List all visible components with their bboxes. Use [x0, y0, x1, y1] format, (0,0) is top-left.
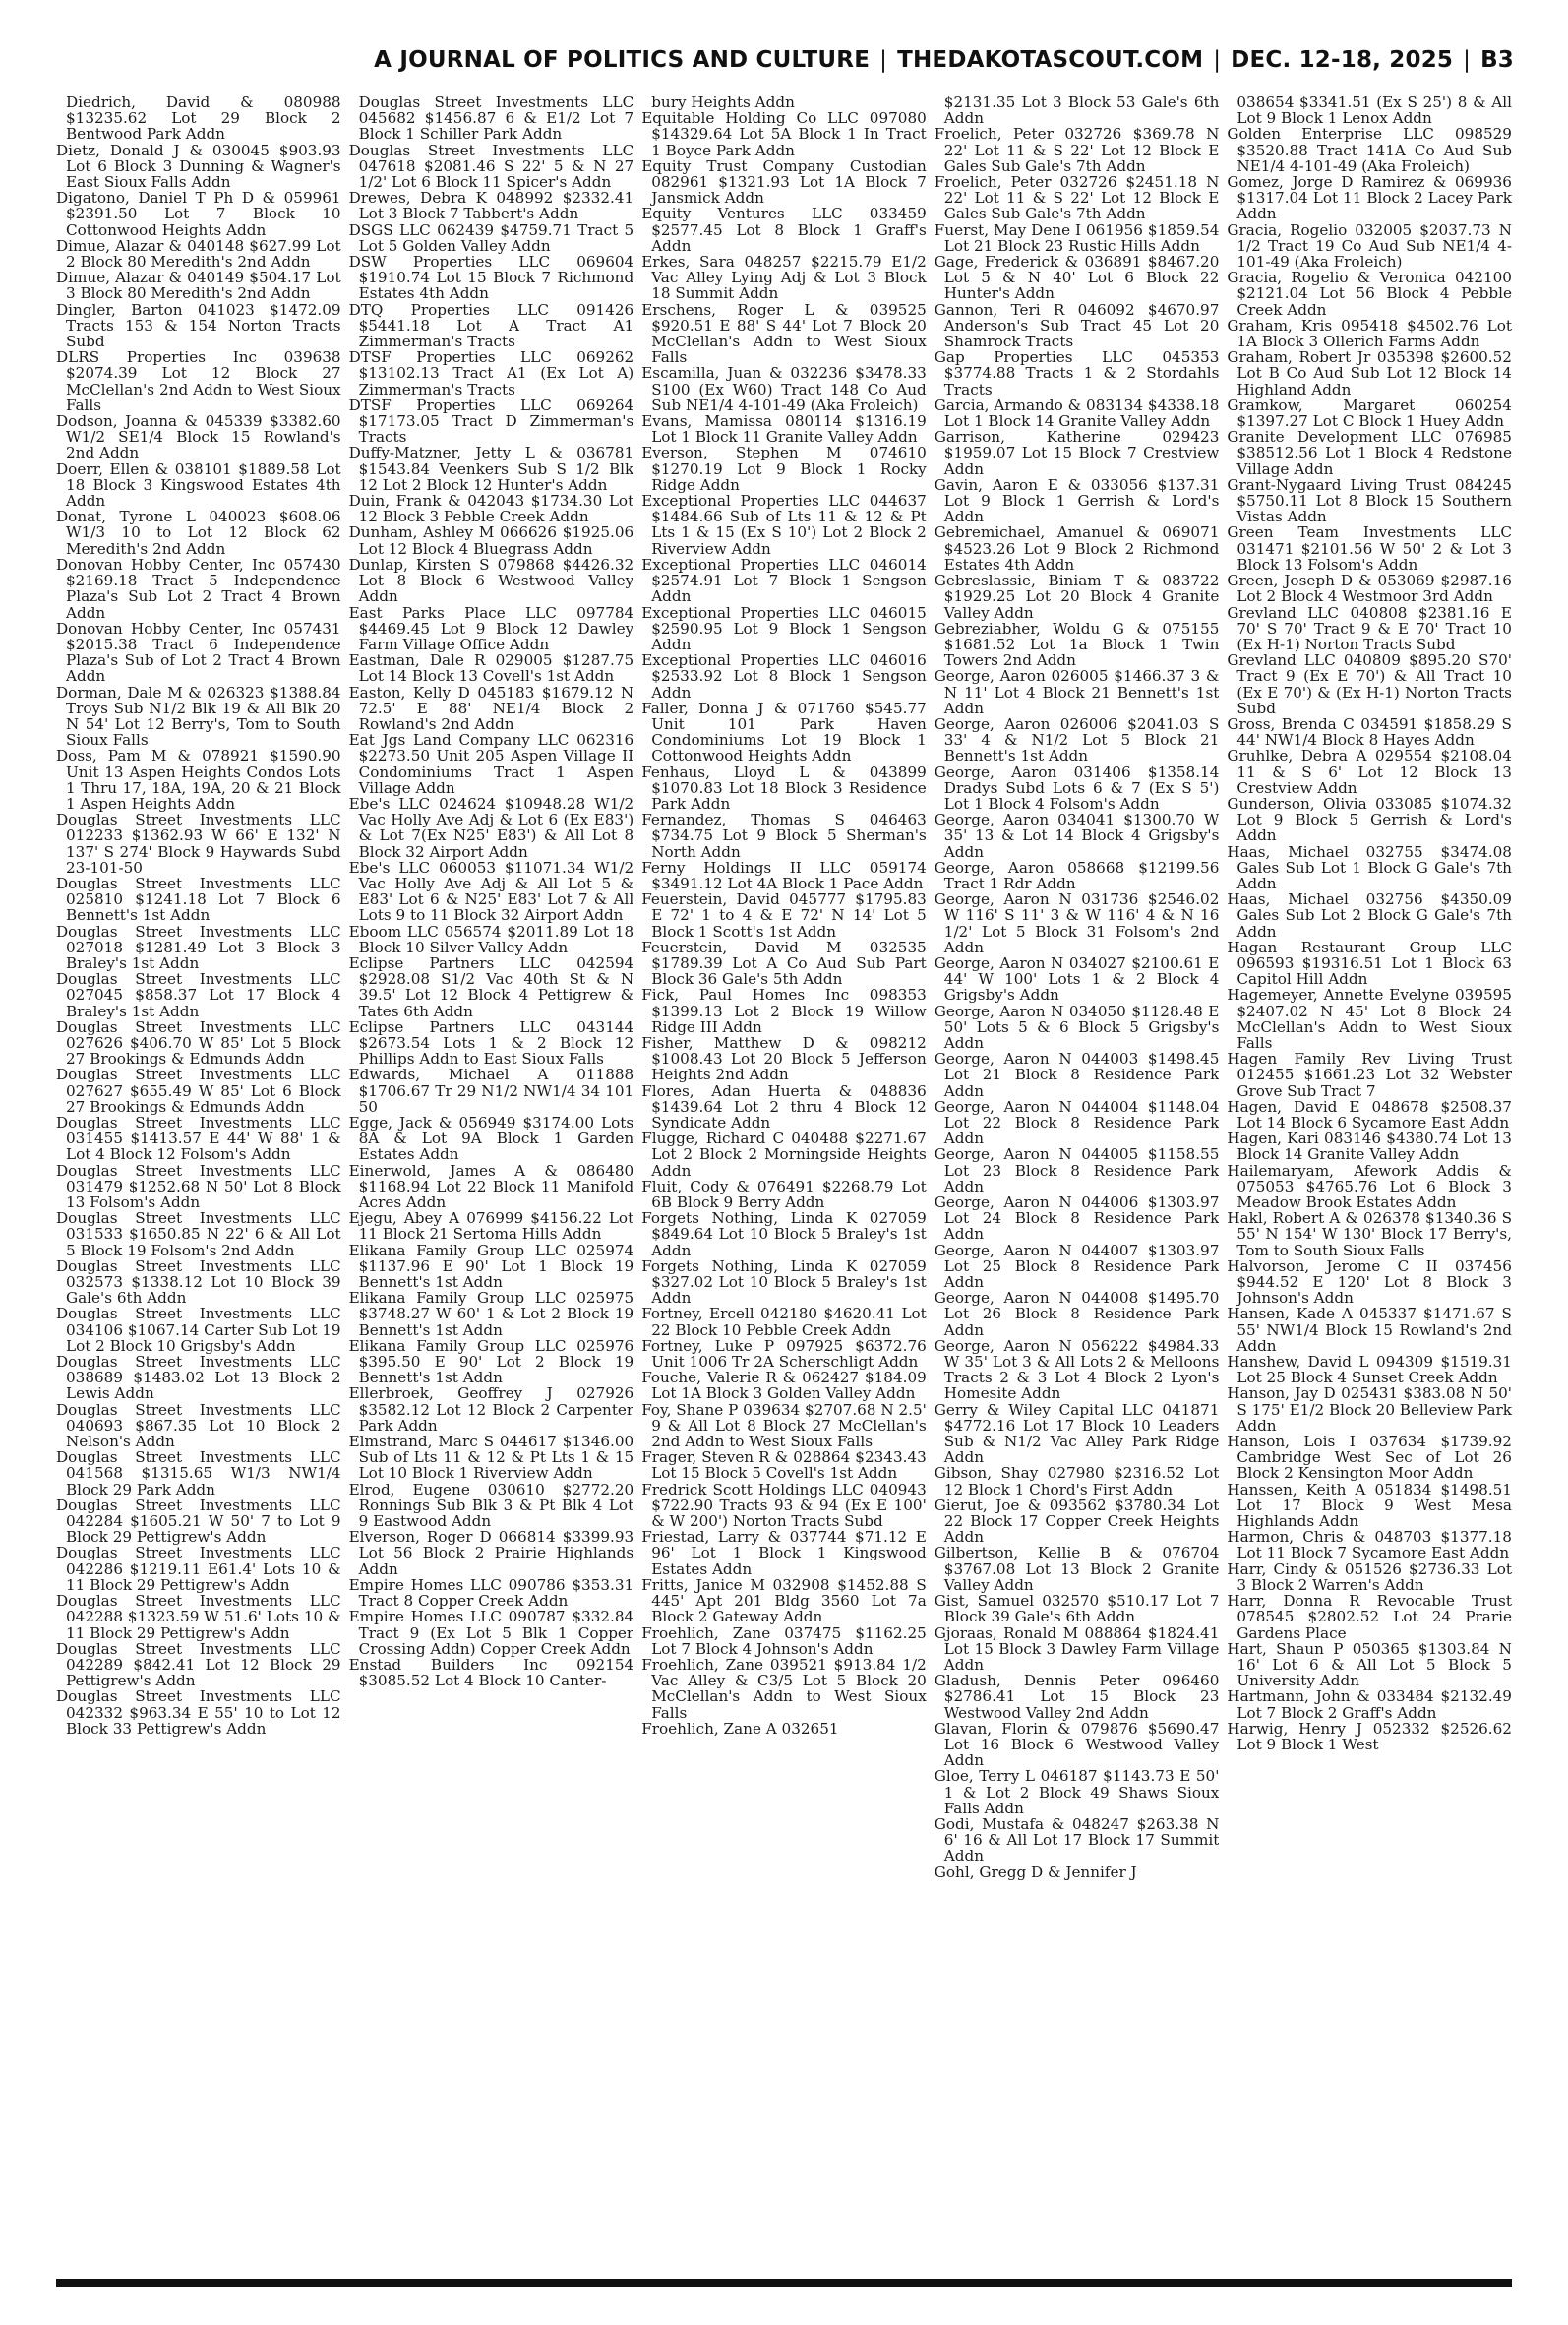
tax-notice-entry: Equitable Holding Co LLC 097080 $14329.64 Lot 5A Block 1 In Tract 1 Boyce Park Addn [641, 109, 927, 159]
tax-notice-entry: Gavin, Aaron E & 033056 $137.31 Lot 9 Block 1 Gerrish & Lord's Addn [934, 475, 1220, 526]
tax-notice-entry: Haas, Michael 032755 $3474.08 Gales Sub Lot 1 Block G Gale's 7th Addn [1227, 842, 1512, 892]
legal-notice-columns [56, 94, 1512, 2271]
tax-notice-entry: Golden Enterprise LLC 098529 $3520.88 Tract 141A Co Aud Sub NE1/4 4-101-49 (Aka Froleich) [1227, 125, 1512, 175]
tax-notice-entry: Donovan Hobby Center, Inc 057431 $2015.38 Tract 6 Independence Plaza's Sub of Lot 2 Tract 4 Brown Addn [56, 619, 341, 686]
tax-notice-entry: Easton, Kelly D 045183 $1679.12 N 72.5' E 88' NE1/4 Block 2 Rowland's 2nd Addn [348, 683, 634, 733]
tax-notice-entry: Elikana Family Group LLC 025975 $3748.27 W 60' 1 & Lot 2 Block 19 Bennett's 1st Addn [348, 1289, 634, 1339]
tax-notice-entry: Doss, Pam M & 078921 $1590.90 Unit 13 Aspen Heights Condos Lots 1 Thru 17, 18A, 19A, 20 & 21 Block 1 Aspen Heights Addn [56, 747, 341, 813]
tax-notice-entry: Douglas Street Investments LLC 034106 $1067.14 Carter Sub Lot 19 Lot 2 Block 10 Grigsby's Addn [56, 1305, 341, 1355]
tax-notice-entry: Graham, Robert Jr 035398 $2600.52 Lot B Co Aud Sub Lot 12 Block 14 Highland Addn [1227, 348, 1512, 398]
tax-notice-entry: Everson, Stephen M 074610 $1270.19 Lot 9 Block 1 Rocky Ridge Addn [641, 444, 927, 494]
tax-notice-entry: Escamilla, Juan & 032236 $3478.33 S100 (Ex W60) Tract 148 Co Aud Sub NE1/4 4-101-49 (Aka Froleich) [641, 364, 927, 414]
tax-notice-entry: Garrison, Katherine 029423 $1959.07 Lot 15 Block 7 Crestview Addn [934, 428, 1220, 478]
tax-notice-entry: George, Aaron N 044005 $1158.55 Lot 23 Block 8 Residence Park Addn [934, 1145, 1220, 1195]
tax-notice-entry: Froelich, Peter 032726 $369.78 N 22' Lot 11 & S 22' Lot 12 Block E Gales Sub Gale's 7th Addn [934, 125, 1220, 175]
tax-notice-entry: Hakl, Robert A & 026378 $1340.36 S 55' N 154' W 130' Block 17 Berry's, Tom to South Sioux Falls [1227, 1209, 1512, 1259]
tax-notice-entry: Gomez, Jorge D Ramirez & 069936 $1317.04 Lot 11 Block 2 Lacey Park Addn [1227, 173, 1512, 223]
tax-notice-entry: Halvorson, Jerome C II 037456 $944.52 E 120' Lot 8 Block 3 Johnson's Addn [1227, 1256, 1512, 1308]
tax-notice-entry: Douglas Street Investments LLC 012233 $1362.93 W 66' E 132' N 137' S 274' Block 9 Haywards Subd 23-101-50 [56, 811, 341, 877]
tax-notice-entry: 038654 $3341.51 (Ex S 25') 8 & All Lot 9 Block 1 Lenox Addn [1236, 94, 1512, 128]
tax-notice-entry: Ellerbroek, Geoffrey J 027926 $3582.12 Lot 12 Block 2 Carpenter Park Addn [348, 1384, 634, 1435]
tax-notice-entry: Douglas Street Investments LLC 042288 $1323.59 W 51.6' Lots 10 & 11 Block 29 Pettigrew's Addn [56, 1592, 341, 1642]
tax-notice-entry: Elrod, Eugene 030610 $2772.20 Ronnings Sub Blk 3 & Pt Blk 4 Lot 9 Eastwood Addn [348, 1480, 634, 1531]
tax-notice-entry: Gerry & Wiley Capital LLC 041871 $4772.16 Lot 17 Block 10 Leaders Sub & N1/2 Vac Alley Park Ridge Addn [934, 1400, 1220, 1467]
tax-notice-entry: Garcia, Armando & 083134 $4338.18 Lot 1 Block 14 Granite Valley Addn [934, 396, 1220, 431]
tax-notice-entry: George, Aaron N 034027 $2100.61 E 44' W 100' Lots 1 & 2 Block 4 Grigsby's Addn [934, 953, 1220, 1005]
tax-notice-entry: George, Aaron 031406 $1358.14 Dradys Subd Lots 6 & 7 (Ex S 5') Lot 1 Block 4 Folsom's Addn [934, 763, 1220, 813]
tax-notice-entry: Gladush, Dennis Peter 096460 $2786.41 Lot 15 Block 23 Westwood Valley 2nd Addn [934, 1672, 1220, 1722]
tax-notice-entry: Exceptional Properties LLC 046016 $2533.92 Lot 8 Block 1 Sengson Addn [641, 651, 927, 702]
tax-notice-entry: Gage, Frederick & 036891 $8467.20 Lot 5 & N 40' Lot 6 Block 22 Hunter's Addn [934, 253, 1220, 303]
tax-notice-entry: Douglas Street Investments LLC 027018 $1281.49 Lot 3 Block 3 Braley's 1st Addn [56, 922, 341, 972]
tax-notice-entry: Ebe's LLC 060053 $11071.34 W1/2 Vac Holly Ave Adj & All Lot 5 & E83' Lot 6 & N25' E83' Lot 7 & All Lots 9 to 11 Block 32 Airport Addn [348, 858, 634, 925]
header-separator: | [1213, 47, 1222, 73]
tax-notice-entry: Gebreslassie, Biniam T & 083722 $1929.25 Lot 20 Block 4 Granite Valley Addn [934, 572, 1220, 622]
tax-notice-entry: Evans, Mamissa 080114 $1316.19 Lot 1 Block 11 Granite Valley Addn [641, 412, 927, 447]
tax-notice-entry: Grevland LLC 040809 $895.20 S70' Tract 9 (Ex E 70') & All Tract 10 (Ex E 70') & (Ex H-1) Norton Tracts Subd [1227, 651, 1512, 717]
tax-notice-entry: Ebe's LLC 024624 $10948.28 W1/2 Vac Holly Ave Adj & Lot 6 (Ex E83') & Lot 7(Ex N25' E83') & All Lot 8 Block 32 Airport Addn [348, 794, 634, 861]
tax-notice-entry: Exceptional Properties LLC 046015 $2590.95 Lot 9 Block 1 Sengson Addn [641, 603, 927, 653]
tax-notice-entry: Froehlich, Zane 039521 $913.84 1/2 Vac Alley & C3/5 Lot 5 Block 20 McClellan's Addn to West Sioux Falls [641, 1655, 927, 1722]
tax-notice-entry: Douglas Street Investments LLC 031533 $1650.85 N 22' 6 & All Lot 5 Block 19 Folsom's 2nd Addn [56, 1209, 341, 1259]
page-number: B3 [1480, 47, 1514, 73]
tax-notice-entry: Elikana Family Group LLC 025974 $1137.96 E 90' Lot 1 Block 19 Bennett's 1st Addn [348, 1241, 634, 1292]
page-header [0, 47, 1514, 73]
tax-notice-entry: Grevland LLC 040808 $2381.16 E 70' S 70' Tract 9 & E 70' Tract 10 (Ex H-1) Norton Tracts Subd [1227, 603, 1512, 653]
tax-notice-entry: Egge, Jack & 056949 $3174.00 Lots 8A & Lot 9A Block 1 Garden Estates Addn [348, 1114, 634, 1164]
tax-notice-entry: Hailemaryam, Afework Addis & 075053 $4765.76 Lot 6 Block 3 Meadow Brook Estates Addn [1227, 1161, 1512, 1212]
tax-notice-entry: Faller, Donna J & 071760 $545.77 Unit 101 Park Haven Condominiums Lot 19 Block 1 Cottonwood Heights Addn [641, 699, 927, 765]
tax-notice-entry: Gross, Brenda C 034591 $1858.29 S 44' NW1/4 Block 8 Hayes Addn [1227, 714, 1512, 750]
tax-notice-entry: Gebreziabher, Woldu G & 075155 $1681.52 Lot 1a Block 1 Twin Towers 2nd Addn [934, 619, 1220, 670]
tax-notice-entry: Donovan Hobby Center, Inc 057430 $2169.18 Tract 5 Independence Plaza's Sub Lot 2 Tract 4 Brown Addn [56, 555, 341, 622]
tax-notice-entry: Foy, Shane P 039634 $2707.68 N 2.5' 9 & All Lot 8 Block 27 McClellan's 2nd Addn to West Sioux Falls [641, 1400, 927, 1451]
tax-notice-entry: Gloe, Terry L 046187 $1143.73 E 50' 1 & Lot 2 Block 49 Shaws Sioux Falls Addn [934, 1767, 1220, 1817]
tax-notice-entry: Fouche, Valerie R & 062427 $184.09 Lot 1A Block 3 Golden Valley Addn [641, 1369, 927, 1403]
tax-notice-entry: Douglas Street Investments LLC 045682 $1456.87 6 & E1/2 Lot 7 Block 1 Schiller Park Addn [358, 94, 634, 144]
tax-notice-entry: Fluit, Cody & 076491 $2268.79 Lot 6B Block 9 Berry Addn [641, 1177, 927, 1212]
tax-notice-entry: Gunderson, Olivia 033085 $1074.32 Lot 9 Block 5 Gerrish & Lord's Addn [1227, 794, 1512, 845]
tax-notice-entry: Dingler, Barton 041023 $1472.09 Tracts 153 & 154 Norton Tracts Subd [56, 300, 341, 351]
tax-notice-entry: Eclipse Partners LLC 043144 $2673.54 Lots 1 & 2 Block 12 Phillips Addn to East Sioux Falls [348, 1017, 634, 1069]
tax-notice-entry: Douglas Street Investments LLC 047618 $2081.46 S 22' 5 & N 27 1/2' Lot 6 Block 11 Spicer's Addn [348, 141, 634, 192]
tax-notice-entry: Eat Jgs Land Company LLC 062316 $2273.50 Unit 205 Aspen Village II Condominiums Tract 1 Aspen Village Addn [348, 731, 634, 797]
tax-notice-entry: Douglas Street Investments LLC 031455 $1413.57 E 44' W 88' 1 & Lot 4 Block 12 Folsom's Addn [56, 1114, 341, 1164]
tax-notice-entry: Elikana Family Group LLC 025976 $395.50 E 90' Lot 2 Block 19 Bennett's 1st Addn [348, 1336, 634, 1387]
tax-notice-entry: Ejegu, Abey A 076999 $4156.22 Lot 11 Block 21 Sertoma Hills Addn [348, 1209, 634, 1244]
notice-column-1 [56, 94, 341, 2271]
tax-notice-entry: Hagan Restaurant Group LLC 096593 $19316.51 Lot 1 Block 63 Capitol Hill Addn [1227, 938, 1512, 989]
tax-notice-entry: Douglas Street Investments LLC 027626 $406.70 W 85' Lot 5 Block 27 Brookings & Edmunds Addn [56, 1017, 341, 1069]
tax-notice-entry: Douglas Street Investments LLC 040693 $867.35 Lot 10 Block 2 Nelson's Addn [56, 1400, 341, 1451]
tax-notice-entry: Erkes, Sara 048257 $2215.79 E1/2 Vac Alley Lying Adj & Lot 3 Block 18 Summit Addn [641, 253, 927, 303]
tax-notice-entry: Glavan, Florin & 079876 $5690.47 Lot 16 Block 6 Westwood Valley Addn [934, 1719, 1220, 1770]
tax-notice-entry: Gruhlke, Debra A 029554 $2108.04 11 & S 6' Lot 12 Block 13 Crestview Addn [1227, 747, 1512, 797]
notice-column-2 [349, 94, 634, 2271]
tax-notice-entry: Douglas Street Investments LLC 032573 $1338.12 Lot 10 Block 39 Gale's 6th Addn [56, 1256, 341, 1308]
tax-notice-entry: Forgets Nothing, Linda K 027059 $849.64 Lot 10 Block 5 Braley's 1st Addn [641, 1209, 927, 1259]
tax-notice-entry: Douglas Street Investments LLC 041568 $1315.65 W1/3 NW1/4 Block 29 Park Addn [56, 1448, 341, 1499]
tax-notice-entry: Ferny Holdings II LLC 059174 $3491.12 Lot 4A Block 1 Pace Addn [641, 858, 927, 892]
tax-notice-entry: Elverson, Roger D 066814 $3399.93 Lot 56 Block 2 Prairie Highlands Addn [348, 1528, 634, 1578]
tax-notice-entry: Einerwold, James A & 086480 $1168.94 Lot 22 Block 11 Manifold Acres Addn [348, 1161, 634, 1212]
journal-tagline: A JOURNAL OF POLITICS AND CULTURE [374, 47, 871, 73]
tax-notice-entry: Douglas Street Investments LLC 027627 $655.49 W 85' Lot 6 Block 27 Brookings & Edmunds Addn [56, 1066, 341, 1116]
tax-notice-entry: Gjoraas, Ronald M 088864 $1824.41 Lot 15 Block 3 Dawley Farm Village Addn [934, 1623, 1220, 1674]
tax-notice-entry: Elmstrand, Marc S 044617 $1346.00 Sub of Lts 11 & 12 & Pt Lts 1 & 15 Lot 10 Block 1 Riverview Addn [348, 1433, 634, 1483]
tax-notice-entry: Dimue, Alazar & 040148 $627.99 Lot 2 Block 80 Meredith's 2nd Addn [56, 236, 341, 272]
tax-notice-entry: Gracia, Rogelio 032005 $2037.73 N 1/2 Tract 19 Co Aud Sub NE1/4 4-101-49 (Aka Froleich) [1227, 220, 1512, 272]
tax-notice-entry: Dietz, Donald J & 030045 $903.93 Lot 6 Block 3 Dunning & Wagner's East Sioux Falls Addn [56, 141, 341, 192]
tax-notice-entry: Eclipse Partners LLC 042594 $2928.08 S1/2 Vac 40th St & N 39.5' Lot 12 Block 4 Pettigrew & Tates 6th Addn [348, 953, 634, 1020]
tax-notice-entry: Gist, Samuel 032570 $510.17 Lot 7 Block 39 Gale's 6th Addn [934, 1592, 1220, 1626]
tax-notice-entry: Hanshew, David L 094309 $1519.31 Lot 25 Block 4 Sunset Creek Addn [1227, 1353, 1512, 1387]
tax-notice-entry: Harr, Donna R Revocable Trust 078545 $2802.52 Lot 24 Prarie Gardens Place [1227, 1592, 1512, 1642]
tax-notice-entry: Hanson, Lois I 037634 $1739.92 Cambridge West Sec of Lot 26 Block 2 Kensington Moor Addn [1227, 1433, 1512, 1483]
tax-notice-entry: Gramkow, Margaret 060254 $1397.27 Lot C Block 1 Huey Addn [1227, 396, 1512, 431]
bottom-rule [56, 2279, 1512, 2287]
tax-notice-entry: Fritts, Janice M 032908 $1452.88 S 445' Apt 201 Bldg 3560 Lot 7a Block 2 Gateway Addn [641, 1575, 927, 1626]
tax-notice-entry: Eastman, Dale R 029005 $1287.75 Lot 14 Block 13 Covell's 1st Addn [348, 651, 634, 686]
tax-notice-entry: Douglas Street Investments LLC 042284 $1605.21 W 50' 7 to Lot 9 Block 29 Pettigrew's Addn [56, 1496, 341, 1547]
tax-notice-entry: Green Team Investments LLC 031471 $2101.56 W 50' 2 & Lot 3 Block 13 Folsom's Addn [1227, 523, 1512, 574]
tax-notice-entry: George, Aaron N 044006 $1303.97 Lot 24 Block 8 Residence Park Addn [934, 1193, 1220, 1244]
tax-notice-entry: Fredrick Scott Holdings LLC 040943 $722.90 Tracts 93 & 94 (Ex E 100' & W 200') Norton Tracts Subd [641, 1480, 927, 1531]
tax-notice-entry: Drewes, Debra K 048992 $2332.41 Lot 3 Block 7 Tabbert's Addn [348, 189, 634, 223]
tax-notice-entry: Edwards, Michael A 011888 $1706.67 Tr 29 N1/2 NW1/4 34 101 50 [348, 1066, 634, 1116]
tax-notice-entry: Feuerstein, David M 032535 $1789.39 Lot A Co Aud Sub Part Block 36 Gale's 5th Addn [641, 938, 927, 989]
tax-notice-entry: Gannon, Teri R 046092 $4670.97 Anderson's Sub Tract 45 Lot 20 Shamrock Tracts [934, 300, 1220, 351]
tax-notice-entry: George, Aaron 034041 $1300.70 W 35' 13 & Lot 14 Block 4 Grigsby's Addn [934, 811, 1220, 861]
tax-notice-entry: Douglas Street Investments LLC 025810 $1241.18 Lot 7 Block 6 Bennett's 1st Addn [56, 874, 341, 925]
tax-notice-entry: Harr, Cindy & 051526 $2736.33 Lot 3 Block 2 Warren's Addn [1227, 1560, 1512, 1594]
tax-notice-entry: Empire Homes LLC 090786 $353.31 Tract 8 Copper Creek Addn [348, 1575, 634, 1611]
tax-notice-entry: Froehlich, Zane 037475 $1162.25 Lot 7 Block 4 Johnson's Addn [641, 1623, 927, 1658]
tax-notice-entry: Hagen, Kari 083146 $4380.74 Lot 13 Block 14 Granite Valley Addn [1227, 1130, 1512, 1164]
tax-notice-entry: Frager, Steven R & 028864 $2343.43 Lot 15 Block 5 Covell's 1st Addn [641, 1448, 927, 1483]
tax-notice-entry: DTQ Properties LLC 091426 $5441.18 Lot A Tract A1 Zimmerman's Tracts [348, 300, 634, 351]
tax-notice-entry: Granite Development LLC 076985 $38512.56 Lot 1 Block 4 Redstone Village Addn [1227, 428, 1512, 478]
tax-notice-entry: Fick, Paul Homes Inc 098353 $1399.13 Lot 2 Block 19 Willow Ridge III Addn [641, 986, 927, 1036]
tax-notice-entry: George, Aaron N 044004 $1148.04 Lot 22 Block 8 Residence Park Addn [934, 1097, 1220, 1148]
tax-notice-entry: Equity Trust Company Custodian 082961 $1321.93 Lot 1A Block 7 Jansmick Addn [641, 156, 927, 208]
tax-notice-entry: George, Aaron 058668 $12199.56 Tract 1 Rdr Addn [934, 858, 1220, 892]
issue-date: DEC. 12-18, 2025 [1231, 47, 1454, 73]
tax-notice-entry: Haas, Michael 032756 $4350.09 Gales Sub Lot 2 Block G Gale's 7th Addn [1227, 890, 1512, 941]
tax-notice-entry: Fenhaus, Lloyd L & 043899 $1070.83 Lot 18 Block 3 Residence Park Addn [641, 763, 927, 813]
tax-notice-entry: Flugge, Richard C 040488 $2271.67 Lot 2 Block 2 Morningside Heights Addn [641, 1130, 927, 1180]
tax-notice-entry: Forgets Nothing, Linda K 027059 $327.02 Lot 10 Block 5 Braley's 1st Addn [641, 1256, 927, 1308]
tax-notice-entry: Eboom LLC 056574 $2011.89 Lot 18 Block 10 Silver Valley Addn [348, 922, 634, 956]
tax-notice-entry: DTSF Properties LLC 069264 $17173.05 Tract D Zimmerman's Tracts [348, 396, 634, 447]
notice-column-5 [1227, 94, 1512, 2271]
tax-notice-entry: Fuerst, May Dene I 061956 $1859.54 Lot 21 Block 23 Rustic Hills Addn [934, 220, 1220, 255]
tax-notice-entry: Dimue, Alazar & 040149 $504.17 Lot 3 Block 80 Meredith's 2nd Addn [56, 269, 341, 303]
tax-notice-entry: Fisher, Matthew D & 098212 $1008.43 Lot 20 Block 5 Jefferson Heights 2nd Addn [641, 1033, 927, 1084]
tax-notice-entry: Diedrich, David & 080988 $13235.62 Lot 29 Block 2 Bentwood Park Addn [66, 94, 341, 144]
tax-notice-entry: Donat, Tyrone L 040023 $608.06 W1/3 10 to Lot 12 Block 62 Meredith's 2nd Addn [56, 508, 341, 558]
tax-notice-entry: George, Aaron N 044003 $1498.45 Lot 21 Block 8 Residence Park Addn [934, 1050, 1220, 1100]
tax-notice-entry: Digatono, Daniel T Ph D & 059961 $2391.50 Lot 7 Block 10 Cottonwood Heights Addn [56, 189, 341, 239]
tax-notice-entry: Hanson, Jay D 025431 $383.08 N 50' S 175' E1/2 Block 20 Belleview Park Addn [1227, 1384, 1512, 1435]
tax-notice-entry: Exceptional Properties LLC 044637 $1484.66 Sub of Lts 11 & 12 & Pt Lts 1 & 15 (Ex S 10') Lot 2 Block 2 Riverview Addn [641, 492, 927, 558]
tax-notice-entry: Douglas Street Investments LLC 042286 $1219.11 E61.4' Lots 10 & 11 Block 29 Pettigrew's Addn [56, 1544, 341, 1594]
tax-notice-entry: Grant-Nygaard Living Trust 084245 $5750.11 Lot 8 Block 15 Southern Vistas Addn [1227, 475, 1512, 526]
tax-notice-entry: Fortney, Luke P 097925 $6372.76 Unit 1006 Tr 2A Scherschligt Addn [641, 1336, 927, 1372]
tax-notice-entry: Dunham, Ashley M 066626 $1925.06 Lot 12 Block 4 Bluegrass Addn [348, 523, 634, 558]
tax-notice-entry: Fortney, Ercell 042180 $4620.41 Lot 22 Block 10 Pebble Creek Addn [641, 1305, 927, 1339]
tax-notice-entry: Gebremichael, Amanuel & 069071 $4523.26 Lot 9 Block 2 Richmond Estates 4th Addn [934, 523, 1220, 574]
tax-notice-entry: Gibson, Shay 027980 $2316.52 Lot 12 Block 1 Chord's First Addn [934, 1464, 1220, 1499]
tax-notice-entry: Froelich, Peter 032726 $2451.18 N 22' Lot 11 & S 22' Lot 12 Block E Gales Sub Gale's 7th Addn [934, 173, 1220, 223]
tax-notice-entry: DLRS Properties Inc 039638 $2074.39 Lot 12 Block 27 McClellan's 2nd Addn to West Sioux Falls [56, 348, 341, 414]
tax-notice-entry: George, Aaron 026006 $2041.03 S 33' 4 & N1/2 Lot 5 Block 21 Bennett's 1st Addn [934, 714, 1220, 765]
tax-notice-entry: Equity Ventures LLC 033459 $2577.45 Lot 8 Block 1 Graff's Addn [641, 205, 927, 255]
tax-notice-entry: Douglas Street Investments LLC 038689 $1483.02 Lot 13 Block 2 Lewis Addn [56, 1353, 341, 1403]
notice-column-4 [935, 94, 1220, 2271]
tax-notice-entry: Dorman, Dale M & 026323 $1388.84 Troys Sub N1/2 Blk 19 & All Blk 20 N 54' Lot 12 Berry's, Tom to South Sioux Falls [56, 683, 341, 750]
tax-notice-entry: Enstad Builders Inc 092154 $3085.52 Lot 4 Block 10 Canter- [348, 1655, 634, 1690]
tax-notice-entry: Dunlap, Kirsten S 079868 $4426.32 Lot 8 Block 6 Westwood Valley Addn [348, 555, 634, 606]
tax-notice-entry: Feuerstein, David 045777 $1795.83 E 72' 1 to 4 & E 72' N 14' Lot 5 Block 1 Scott's 1st Addn [641, 890, 927, 941]
tax-notice-entry: George, Aaron N 044007 $1303.97 Lot 25 Block 8 Residence Park Addn [934, 1241, 1220, 1292]
tax-notice-entry: George, Aaron N 044008 $1495.70 Lot 26 Block 8 Residence Park Addn [934, 1289, 1220, 1339]
tax-notice-entry: $2131.35 Lot 3 Block 53 Gale's 6th Addn [943, 94, 1220, 128]
tax-notice-entry: George, Aaron 026005 $1466.37 3 & N 11' Lot 4 Block 21 Bennett's 1st Addn [934, 667, 1220, 717]
tax-notice-entry: Gracia, Rogelio & Veronica 042100 $2121.04 Lot 56 Block 4 Pebble Creek Addn [1227, 269, 1512, 319]
tax-notice-entry: Doerr, Ellen & 038101 $1889.58 Lot 18 Block 3 Kingswood Estates 4th Addn [56, 459, 341, 511]
tax-notice-entry: Fernandez, Thomas S 046463 $734.75 Lot 9 Block 5 Sherman's North Addn [641, 811, 927, 861]
tax-notice-entry: Douglas Street Investments LLC 042332 $963.34 E 55' 10 to Lot 12 Block 33 Pettigrew's Addn [56, 1687, 341, 1738]
tax-notice-entry: Douglas Street Investments LLC 027045 $858.37 Lot 17 Block 4 Braley's 1st Addn [56, 970, 341, 1020]
tax-notice-entry: Empire Homes LLC 090787 $332.84 Tract 9 (Ex Lot 5 Blk 1 Copper Crossing Addn) Copper Creek Addn [348, 1608, 634, 1658]
header-separator: | [1463, 47, 1472, 73]
notice-column-3 [641, 94, 927, 2271]
tax-notice-entry: Froehlich, Zane A 032651 [641, 1719, 839, 1738]
tax-notice-entry: DTSF Properties LLC 069262 $13102.13 Tract A1 (Ex Lot A) Zimmerman's Tracts [348, 348, 634, 398]
tax-notice-entry: Duffy-Matzner, Jetty L & 036781 $1543.84 Veenkers Sub S 1/2 Blk 12 Lot 2 Block 12 Hunter's Addn [348, 444, 634, 494]
tax-notice-entry: Exceptional Properties LLC 046014 $2574.91 Lot 7 Block 1 Sengson Addn [641, 555, 927, 606]
tax-notice-entry: Hartmann, John & 033484 $2132.49 Lot 7 Block 2 Graff's Addn [1227, 1687, 1512, 1722]
tax-notice-entry: George, Aaron N 031736 $2546.02 W 116' S 11' 3 & W 116' 4 & N 16 1/2' Lot 5 Block 31 Folsom's 2nd Addn [934, 890, 1220, 956]
tax-notice-entry: Harwig, Henry J 052332 $2526.62 Lot 9 Block 1 West [1227, 1719, 1512, 1753]
tax-notice-entry: Flores, Adan Huerta & 048836 $1439.64 Lot 2 thru 4 Block 12 Syndicate Addn [641, 1081, 927, 1132]
tax-notice-entry: Hagemeyer, Annette Evelyne 039595 $2407.02 N 45' Lot 8 Block 24 McClellan's Addn to West Sioux Falls [1227, 986, 1512, 1052]
tax-notice-entry: Hagen, David E 048678 $2508.37 Lot 14 Block 6 Sycamore East Addn [1227, 1097, 1512, 1132]
tax-notice-entry: Green, Joseph D & 053069 $2987.16 Lot 2 Block 4 Westmoor 3rd Addn [1227, 572, 1512, 606]
tax-notice-entry: Gohl, Gregg D & Jennifer J [934, 1863, 1137, 1881]
tax-notice-entry: Hansen, Kade A 045337 $1471.67 S 55' NW1/4 Block 15 Rowland's 2nd Addn [1227, 1305, 1512, 1355]
tax-notice-entry: DSGS LLC 062439 $4759.71 Tract 5 Lot 5 Golden Valley Addn [348, 220, 634, 255]
tax-notice-entry: Friestad, Larry & 037744 $71.12 E 96' Lot 1 Block 1 Kingswood Estates Addn [641, 1528, 927, 1578]
tax-notice-entry: East Parks Place LLC 097784 $4469.45 Lot 9 Block 12 Dawley Farm Village Office Addn [348, 603, 634, 653]
tax-notice-entry: Gilbertson, Kellie B & 076704 $3767.08 Lot 13 Block 2 Granite Valley Addn [934, 1544, 1220, 1594]
tax-notice-entry: bury Heights Addn [651, 94, 795, 111]
tax-notice-entry: Gierut, Joe & 093562 $3780.34 Lot 22 Block 17 Copper Creek Heights Addn [934, 1496, 1220, 1547]
tax-notice-entry: Hart, Shaun P 050365 $1303.84 N 16' Lot 6 & All Lot 5 Block 5 University Addn [1227, 1639, 1512, 1690]
tax-notice-entry: George, Aaron N 034050 $1128.48 E 50' Lots 5 & 6 Block 5 Grigsby's Addn [934, 1002, 1220, 1052]
tax-notice-entry: George, Aaron N 056222 $4984.33 W 35' Lot 3 & All Lots 2 & Melloons Tracts 2 & 3 Lot 4 Block 2 Lyon's Homesite Addn [934, 1336, 1220, 1403]
tax-notice-entry: DSW Properties LLC 069604 $1910.74 Lot 15 Block 7 Richmond Estates 4th Addn [348, 253, 634, 303]
tax-notice-entry: Dodson, Joanna & 045339 $3382.60 W1/2 SE1/4 Block 15 Rowland's 2nd Addn [56, 412, 341, 462]
site-name: THEDAKOTASCOUT.COM [897, 47, 1204, 73]
tax-notice-entry: Erschens, Roger L & 039525 $920.51 E 88' S 44' Lot 7 Block 20 McClellan's Addn to West Sioux Falls [641, 300, 927, 367]
tax-notice-entry: Hagen Family Rev Living Trust 012455 $1661.23 Lot 32 Webster Grove Sub Tract 7 [1227, 1050, 1512, 1100]
tax-notice-entry: Douglas Street Investments LLC 042289 $842.41 Lot 12 Block 29 Pettigrew's Addn [56, 1639, 341, 1690]
tax-notice-entry: Douglas Street Investments LLC 031479 $1252.68 N 50' Lot 8 Block 13 Folsom's Addn [56, 1161, 341, 1212]
tax-notice-entry: Duin, Frank & 042043 $1734.30 Lot 12 Block 3 Pebble Creek Addn [348, 492, 634, 526]
tax-notice-entry: Godi, Mustafa & 048247 $263.38 N 6' 16 & All Lot 17 Block 17 Summit Addn [934, 1814, 1220, 1866]
header-separator: | [879, 47, 888, 73]
tax-notice-entry: Hanssen, Keith A 051834 $1498.51 Lot 17 Block 9 West Mesa Highlands Addn [1227, 1480, 1512, 1531]
tax-notice-entry: Gap Properties LLC 045353 $3774.88 Tracts 1 & 2 Stordahls Tracts [934, 348, 1220, 398]
tax-notice-entry: Graham, Kris 095418 $4502.76 Lot 1A Block 3 Ollerich Farms Addn [1227, 316, 1512, 351]
tax-notice-entry: Harmon, Chris & 048703 $1377.18 Lot 11 Block 7 Sycamore East Addn [1227, 1528, 1512, 1562]
